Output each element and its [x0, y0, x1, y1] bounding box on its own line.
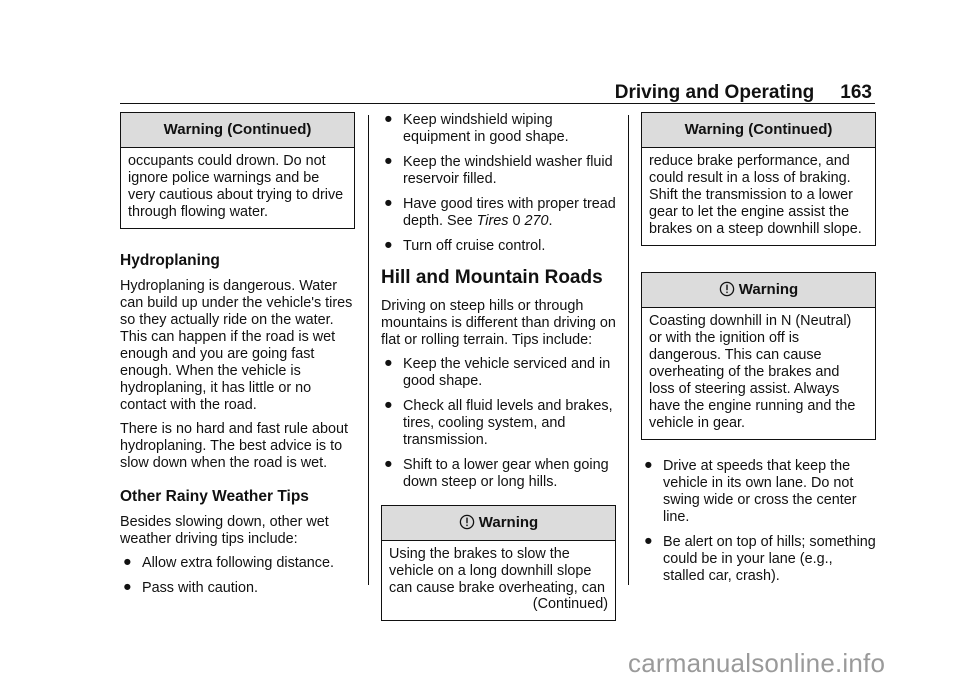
warning-line: Coasting downhill in N (Neutral) [649, 313, 852, 329]
list-item-text: Turn off cruise control. [403, 238, 546, 254]
hill-mountain-heading: Hill and Mountain Roads [381, 267, 603, 288]
warning-icon [459, 509, 475, 543]
warning-body [121, 148, 354, 228]
warning-line: or with the ignition off is [649, 330, 800, 346]
page-ref-icon: 0 [512, 213, 521, 229]
list-item [120, 580, 355, 597]
warning-line: Shift the transmission to a lower [649, 187, 853, 203]
column-divider-2 [628, 115, 629, 585]
warning-line: brakes on a steep downhill slope. [649, 221, 862, 237]
continued-label: (Continued) [532, 596, 608, 612]
bullet-list [641, 458, 876, 585]
warning-body [382, 541, 615, 620]
warning-line: vehicle in gear. [649, 415, 745, 431]
bullet-icon: ● [123, 579, 132, 595]
tires-link[interactable]: Tires [476, 213, 509, 229]
paragraph: Hydroplaning is dangerous. Water can build up under the vehicle's tires so they actually ride on the water. This can happen if the road is wet enough and you are going fast enough. When the vehicle is hydroplaning, it has little or no contact with the road. [120, 278, 353, 413]
list-item-text: Have good tires with proper tread depth. See [403, 196, 616, 229]
column-1 [120, 112, 355, 605]
list-item [120, 555, 355, 572]
list-item [381, 356, 616, 390]
bullet-icon: ● [384, 153, 393, 169]
warning-body [642, 308, 875, 439]
bullet-icon: ● [384, 355, 393, 371]
list-item-text: Allow extra following distance. [142, 555, 334, 571]
section-title: Driving and Operating [614, 82, 815, 103]
list-item-text: Keep the windshield washer fluid reservoir filled. [403, 154, 613, 187]
warning-header [382, 506, 615, 541]
list-item [381, 112, 616, 146]
page-number: 163 [840, 82, 872, 103]
warning-line: dangerous. This can cause [649, 347, 822, 363]
list-item [381, 196, 616, 230]
warning-line: very cautious about trying to drive [128, 187, 344, 203]
bullet-list [120, 555, 355, 597]
warning-icon [719, 276, 735, 310]
rainy-tips-heading: Other Rainy Weather Tips [120, 488, 309, 505]
paragraph: There is no hard and fast rule about hydroplaning. The best advice is to slow down when the road is wet. [120, 421, 348, 471]
list-item-text: Keep windshield wiping equipment in good shape. [403, 112, 569, 145]
list-item [381, 238, 616, 255]
warning-line: through flowing water. [128, 204, 268, 220]
list-item-text: Shift to a lower gear when going down steep or long hills. [403, 457, 609, 490]
list-item-text: Keep the vehicle serviced and in good shape. [403, 356, 611, 389]
list-item-text: Drive at speeds that keep the vehicle in its own lane. Do not swing wide or cross the center line. [663, 458, 857, 525]
list-item-text: Check all fluid levels and brakes, tires, cooling system, and transmission. [403, 398, 613, 448]
watermark: carmanualsonline.info [628, 648, 886, 678]
warning-title: Warning [738, 281, 799, 298]
warning-line: Using the brakes to slow the [389, 546, 570, 562]
bullet-icon: ● [384, 237, 393, 253]
paragraph: Besides slowing down, other wet weather driving tips include: [120, 514, 329, 547]
hydroplaning-heading: Hydroplaning [120, 252, 220, 269]
bullet-icon: ● [644, 533, 653, 549]
warning-line: occupants could drown. Do not [128, 153, 326, 169]
warning-line: could result in a loss of braking. [649, 170, 851, 186]
list-item [381, 154, 616, 188]
bullet-list [381, 356, 616, 491]
paragraph: Driving on steep hills or through mountains is different than driving on flat or rolling terrain. Tips include: [381, 298, 616, 348]
column-2 [381, 112, 616, 631]
bullet-icon: ● [384, 195, 393, 211]
warning-line: can cause brake overheating, can [389, 580, 606, 596]
list-item [381, 457, 616, 491]
bullet-icon: ● [644, 457, 653, 473]
bullet-icon: ● [384, 111, 393, 127]
column-divider-1 [368, 115, 369, 585]
list-item-text: . [548, 213, 553, 229]
warning-title: Warning (Continued) [121, 113, 354, 148]
warning-line: ignore police warnings and be [128, 170, 320, 186]
warning-box-brakes [381, 505, 616, 621]
warning-line: reduce brake performance, and [649, 153, 850, 169]
list-item-text: Pass with caution. [142, 580, 258, 596]
warning-line: vehicle on a long downhill slope [389, 563, 592, 579]
bullet-icon: ● [384, 397, 393, 413]
bullet-icon: ● [123, 554, 132, 570]
column-3 [641, 112, 876, 593]
tires-page-ref[interactable]: 270 [524, 213, 549, 229]
list-item [641, 534, 876, 585]
warning-line: gear to let the engine assist the [649, 204, 850, 220]
bullet-list [381, 112, 616, 255]
list-item-text: Be alert on top of hills; something could be in your lane (e.g., stalled car, crash). [663, 534, 876, 584]
list-item [641, 458, 876, 526]
warning-box-coasting [641, 272, 876, 440]
list-item [381, 398, 616, 449]
warning-box-continued [120, 112, 355, 229]
warning-body [642, 148, 875, 245]
warning-title: Warning [478, 514, 539, 531]
running-header [600, 82, 872, 104]
header-rule [120, 103, 875, 104]
warning-box-continued [641, 112, 876, 246]
warning-line: loss of steering assist. Always [649, 381, 840, 397]
warning-title: Warning (Continued) [642, 113, 875, 148]
bullet-icon: ● [384, 456, 393, 472]
warning-header [642, 273, 875, 308]
warning-line: overheating of the brakes and [649, 364, 840, 380]
warning-line: have the engine running and the [649, 398, 856, 414]
